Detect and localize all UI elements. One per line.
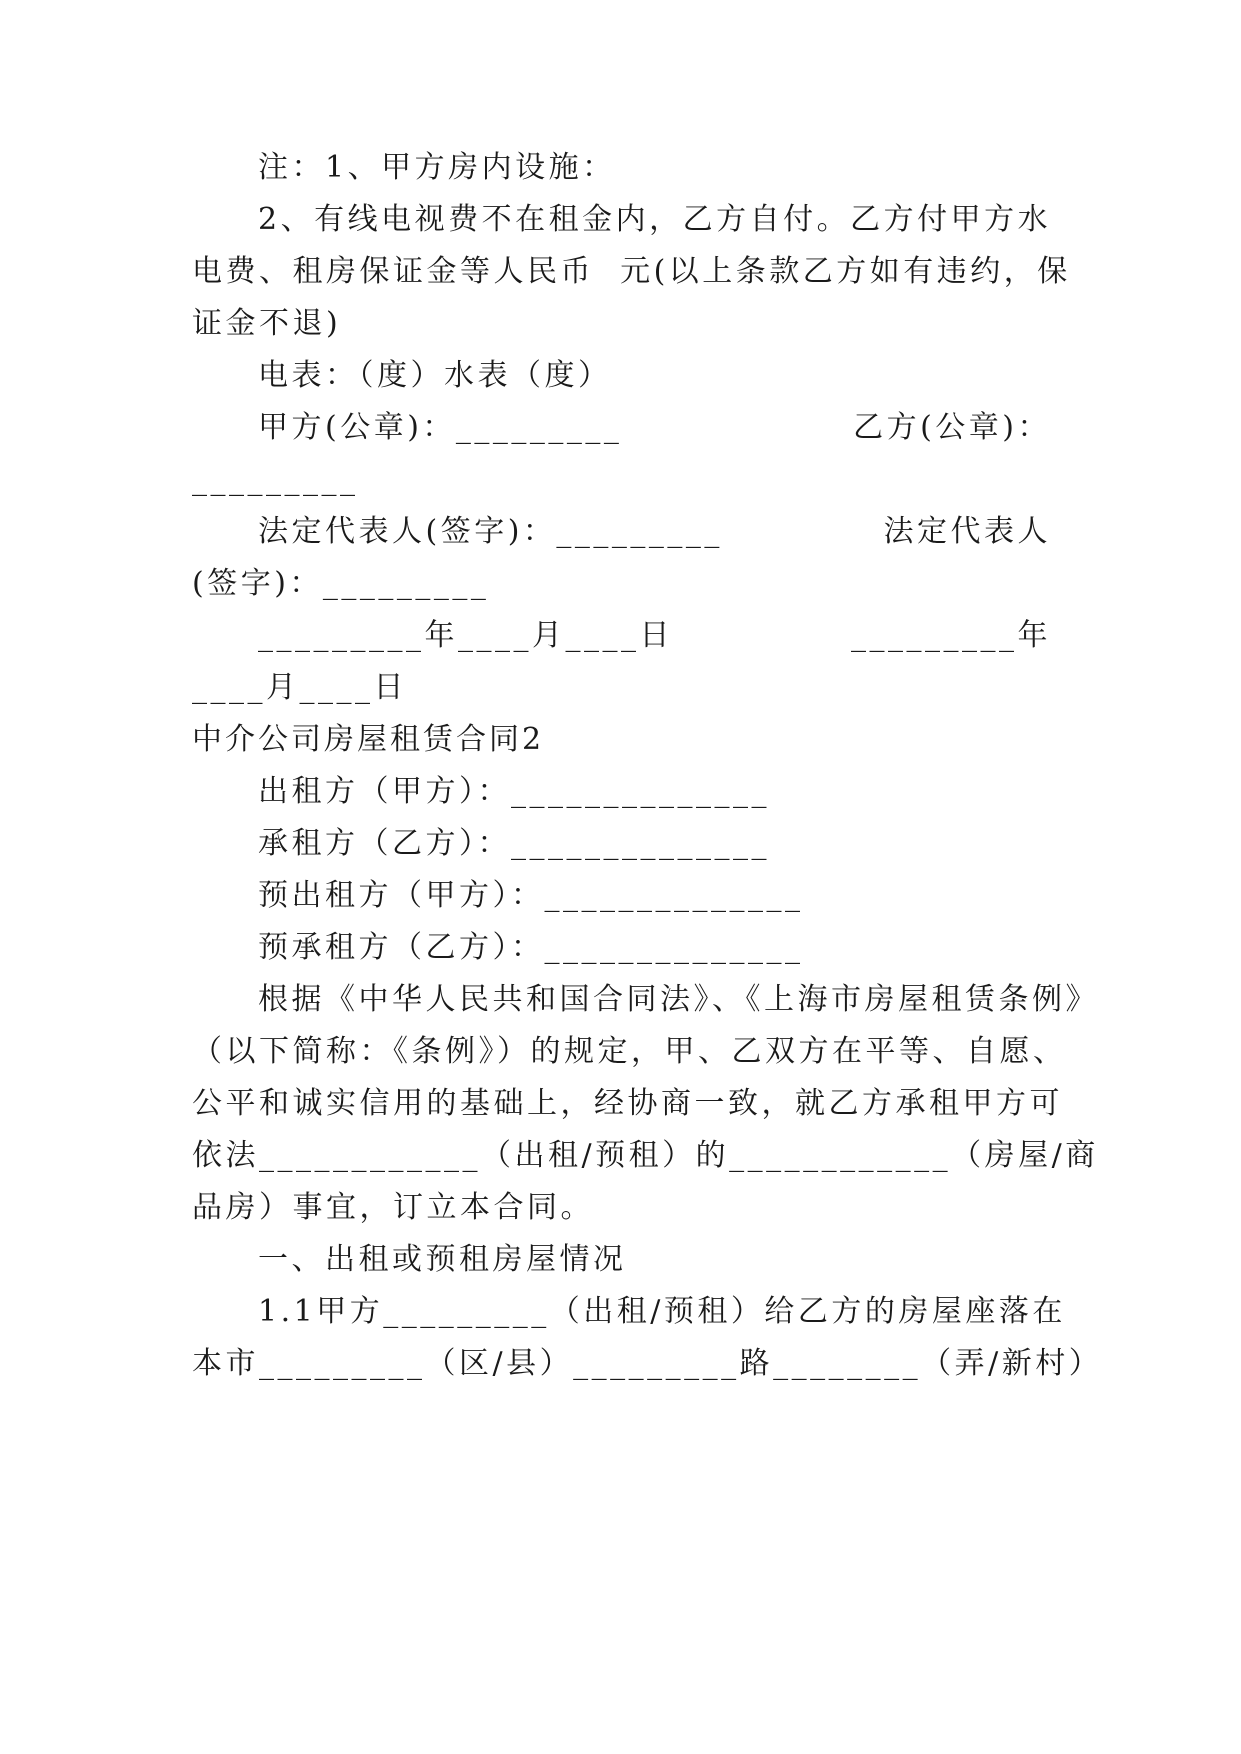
- party-b-seal: 乙方(公章)：: [853, 410, 1051, 445]
- clause-1-1-cont: 本市_________（区/县）_________路________（弄/新村）: [192, 1346, 1103, 1381]
- meter-readings: 电表：（度）水表（度）: [258, 358, 612, 393]
- paragraph-line: 2、有线电视费不在租金内，乙方自付。乙方付甲方水: [258, 202, 1052, 237]
- preamble-line: （以下简称：《条例》）的规定，甲、乙双方在平等、自愿、: [192, 1034, 1067, 1069]
- preamble-line: 公平和诚实信用的基础上，经协商一致，就乙方承租甲方可: [192, 1086, 1063, 1121]
- pre-lessee-field: 预承租方（乙方）：______________: [258, 930, 804, 965]
- blank-line: _________: [192, 462, 359, 497]
- lessor-field: 出租方（甲方）：______________: [258, 774, 770, 809]
- lessee-field: 承租方（乙方）：______________: [258, 826, 770, 861]
- preamble-line: 根据《中华人民共和国合同法》、《上海市房屋租赁条例》: [258, 982, 1099, 1017]
- preamble-line: 依法____________（出租/预租）的____________（房屋/商: [192, 1138, 1099, 1173]
- party-a-seal: 甲方(公章)：_________: [258, 410, 623, 445]
- note-facilities: 注：1、甲方房内设施：: [258, 150, 616, 185]
- section-heading: 一、出租或预租房屋情况: [258, 1242, 627, 1277]
- clause-1-1: 1.1甲方_________（出租/预租）给乙方的房屋座落在: [258, 1294, 1066, 1329]
- party-b-representative: 法定代表人: [883, 514, 1051, 549]
- date-line-b: _________年: [851, 618, 1051, 653]
- party-a-representative: 法定代表人(签字)：_________: [258, 514, 723, 549]
- date-line-a: _________年____月____日: [258, 618, 673, 653]
- date-line-b-cont: ____月____日: [192, 670, 407, 705]
- contract-title: 中介公司房屋租赁合同2: [192, 722, 545, 757]
- preamble-line: 品房）事宜，订立本合同。: [192, 1190, 594, 1225]
- signature-line: (签字)：_________: [192, 566, 490, 601]
- pre-lessor-field: 预出租方（甲方）：______________: [258, 878, 804, 913]
- paragraph-line: 证金不退): [192, 306, 342, 341]
- paragraph-line: 电费、租房保证金等人民币 元(以上条款乙方如有违约，保: [192, 254, 1071, 289]
